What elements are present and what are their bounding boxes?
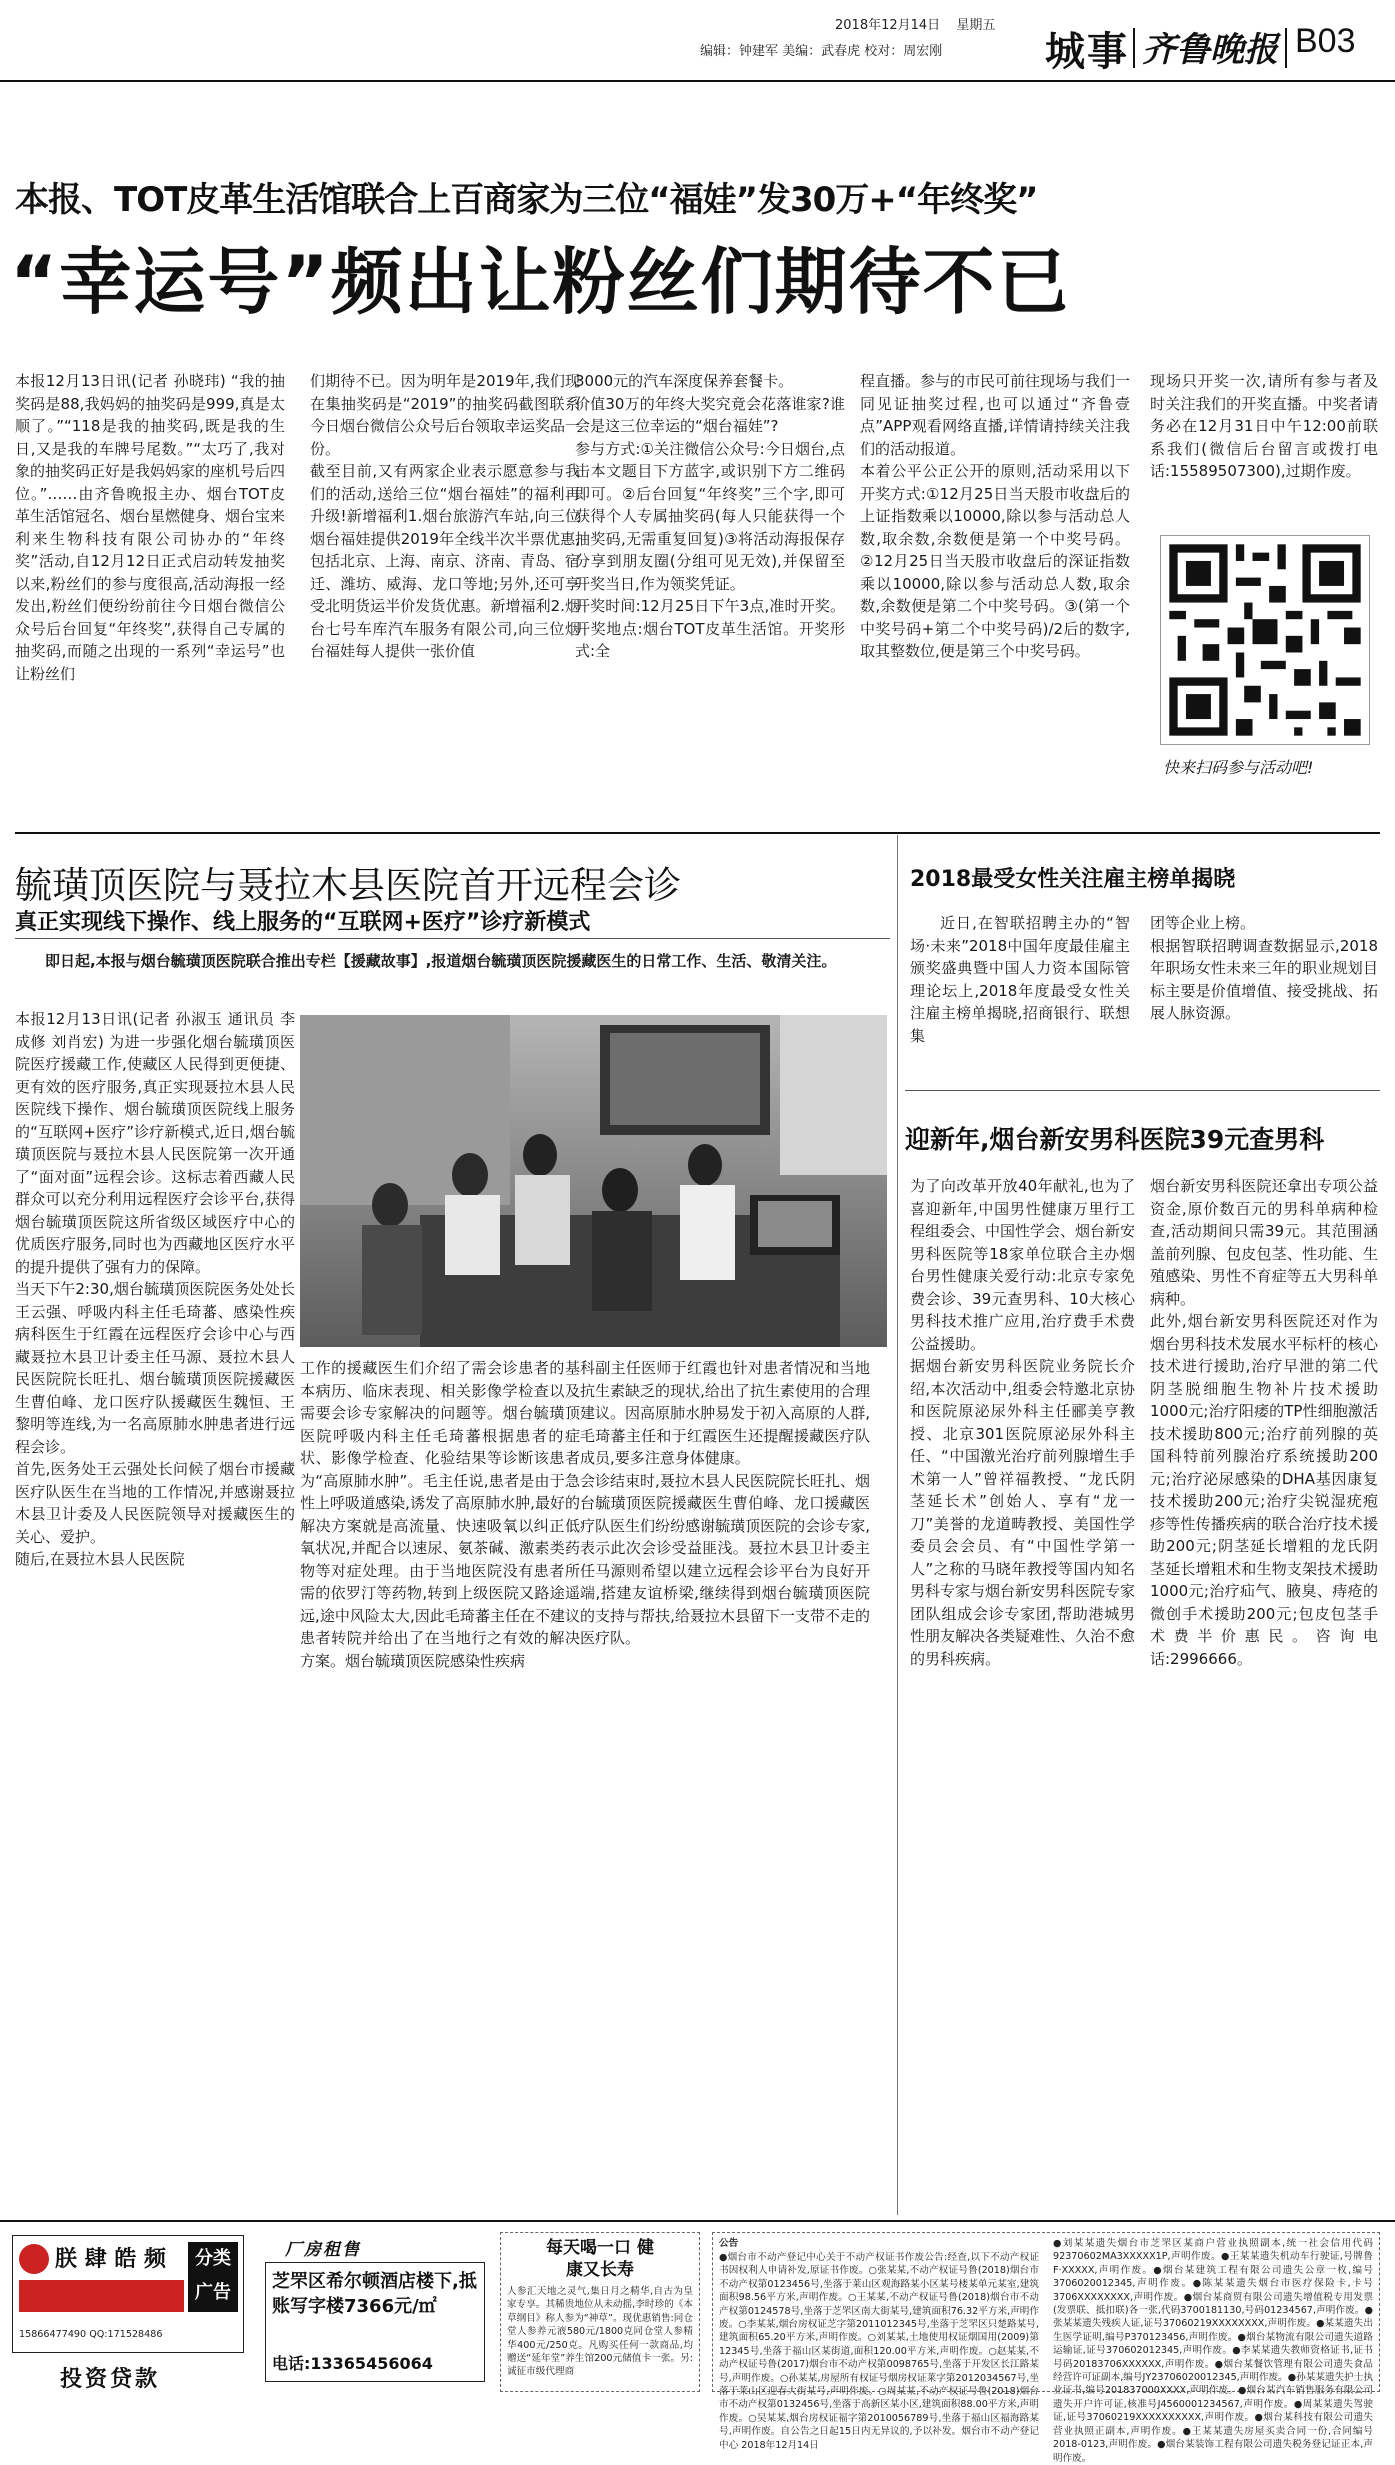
ad-brand-redbar (19, 2280, 184, 2312)
hospital-column-3: 科副主任医师于红霞也针对患者情况和当地抗生素缺乏的现状,给出了抗生素使用的合理建议。因高原肺水肿易发于初入高原的人群,毛琦蕃主任和于红霞医生还提醒援藏医疗队成员,要多注意身体健康。 会诊结束时,聂拉木县人民医院院长旺扎、烟台毓璜顶医院援藏医生曹伯峰、龙口援藏医疗队医生们纷纷感谢毓璜顶医院的会诊专家,表示此次会诊受益匪浅。聂拉木县卫计委主任马源则希望以建立远程会诊平台为良好开端,搭建友谊桥梁,继续得到烟台毓璜顶医院的支持与帮扶,给聂拉木县留下一支带不走的医疗队。 (580, 1359, 870, 1647)
drink-body: 人参汇天地之灵气,集日月之精华,自古为皇家专享。其稀贵地位从未动摇,李时珍的《本草纲目》称人参为“神草”。现优惠销售:同仓堂人参养元液580元/1800克同仓堂人参精华400元/250克。凡购买任何一款商品,均赠送“延年堂”养生馆200元储值卡一张。另:诚征市级代理商 (507, 2286, 693, 2378)
lead-column-2: 们期待不已。因为明年是2019年,我们现在集抽奖码是“2019”的抽奖码截图联系今日烟台微信公众号后台领取幸运奖品一份。 截至目前,又有两家企业表示愿意参与我们的活动,送给三位“烟台福娃”的福利再升级!新增福利1.烟台旅游汽车站,向三位烟台福娃提供2019年全线半次半票优惠,包括北京、上海、南京、济南、青岛、宿迁、潍坊、威海、龙口等地;另外,还可享受北明货运半价发货优惠。新增福利2.烟台七号车库汽车服务有限公司,向三位烟台福娃每人提供一张价值 (310, 372, 581, 660)
credits: 编辑：钟建军 美编：武春虎 校对：周宏刚 (700, 44, 943, 59)
employer-bottom-rule (905, 1090, 1380, 1091)
hospital-headline: 毓璜顶医院与聂拉木县医院首开远程会诊 (15, 864, 681, 907)
masthead-rule (0, 80, 1395, 82)
lead-headline: “幸运号”频出让粉丝们期待不已 (10, 240, 1071, 324)
qr-code-icon (1161, 536, 1369, 744)
lead-column-1: 本报12月13日讯(记者 孙晓玮) “我的抽奖码是88,我妈妈的抽奖码是999,真是太顺了。”“118是我的抽奖码,既是我的生日,又是我的车牌号尾数。”“太巧了,我对象的抽奖码正好是我妈妈家的座机号后四位。”……由齐鲁晚报主办、烟台TOT皮革生活馆冠名、烟台星燃健身、烟台宝来利来生物科技有限公司协办的“年终奖”活动,自12月12日正式启动转发抽奖以来,粉丝们的参与度很高,活动海报一经发出,粉丝们便纷纷前往今日烟台微信公众号后台回复“年终奖”,获得自己专属的抽奖码,而随之出现的一系列“幸运号”也让粉丝们 (15, 372, 286, 683)
lead-kicker: 本报、TOT皮革生活馆联合上百商家为三位“福娃”发30万+“年终奖” (15, 180, 1038, 220)
lead-column-5: 现场只开奖一次,请所有参与者及时关注我们的开奖直播。中奖者请务必在12月31日中午12:00前联系我们(微信后台留言或拨打电话:15589507300),过期作废。 (1150, 372, 1378, 480)
hospital-intro: 即日起,本报与烟台毓璜顶医院联合推出专栏【援藏故事】,报道烟台毓璜顶医院援藏医生的日常工作、生活、敬清关注。 (45, 952, 837, 970)
legal-notices (712, 2232, 1380, 2464)
classified-top-rule (0, 2220, 1395, 2222)
office-title: 芝罘区希尔顿酒店楼下,抵账写字楼7366元/㎡ (272, 2271, 477, 2317)
clinic-column-2: 烟台新安男科医院还拿出专项公益资金,原价数百元的男科单病种检查,活动期间只需39元。其范围涵盖前列腺、包皮包茎、性功能、生殖感染、男性不育症等五大男科单病种。 此外,烟台新安男科医院还对作为烟台男科技术发展水平标杆的核心技术进行援助,治疗早泄的第二代阴茎脱细胞生物补片技术援助1000元;治疗阳痿的TP性细胞激活技术援助800元;治疗前列腺的英国科特前列腺治疗系统援助200元;治疗泌尿感染的DHA基因康复技术援助200元;治疗尖锐湿疣疱疹等性传播疾病的联合治疗技术援助200元;阴茎延长增粗的龙氏阴茎延长增粗术和生物支架技术援助1000元;治疗疝气、腋臭、痔疮的微创手术援助200元;包皮包茎手术费半价惠民。咨询电话:2996666。 (1150, 1177, 1378, 1668)
office-phone: 电话:13365456064 (272, 2354, 433, 2373)
legal-column-2: ●刘某某遗失烟台市芝罘区某商户营业执照副本,统一社会信用代码92370602MA3XXXXX1P,声明作废。●王某某遗失机动车行驶证,号牌鲁F·XXXXX,声明作废。●烟台某建筑工程有限公司遗失公章一枚,编号3706020012345,声明作废。●陈某某遗失烟台市医疗保险卡,卡号3706XXXXXXXX,声明作废。●烟台某商贸有限公司遗失增值税专用发票(发票联、抵扣联)各一张,代码3700181130,号码01234567,声明作废。●张某某遗失残疾人证,证号37060219XXXXXXXX,声明作废。●某某遗失出生医学证明,编号P370123456,声明作废。●烟台某物流有限公司遗失道路运输证,证号370602012345,声明作废。●李某某遗失教师资格证书,证书号码20183706XXXXXX,声明作废。●烟台某餐饮管理有限公司遗失食品经营许可证副本,编号JY23706020012345,声明作废。●孙某某遗失护士执业证书,编号201837000XXXX,声明作废。●烟台某汽车销售服务有限公司遗失开户许可证,核准号J4560001234567,声明作废。●周某某遗失驾驶证,证号37060219XXXXXXXXXX,声明作废。●烟台某科技有限公司遗失营业执照正副本,声明作废。●王某某遗失房屋买卖合同一份,合同编号2018-0123,声明作废。●烟台某装饰工程有限公司遗失税务登记证正本,声明作废。 (1053, 2238, 1373, 2464)
legal-head: 公告 (719, 2238, 739, 2249)
lead-right-divider (897, 835, 898, 2215)
clinic-column-1: 为了向改革开放40年献礼,也为了喜迎新年,中国男性健康万里行工程组委会、中国性学会、烟台新安男科医院等18家单位联合主办烟台男性健康关爱行动:北京专家免费会诊、39元查男科、10大核心男科技术推广应用,治疗费手术费公益援助。 据烟台新安男科医院业务院长介绍,本次活动中,组委会特邀北京协和医院原泌尿外科主任郦美亨教授、北京301医院原泌尿外科主任、“中国激光治疗前列腺增生手术第一人”曾祥福教授、“龙氏阴茎延长术”创始人、享有“龙一刀”美誉的龙道畴教授、美国性学委员会会员、有“中国性学第一人”之称的马晓年教授等国内知名男科专家与烟台新安男科医院专家团队组成会诊专家团,帮助港城男性朋友解决各类疑难性、久治不愈的男科疾病。 (910, 1177, 1136, 1668)
page-number: B03 (1295, 22, 1356, 60)
section-name: 城事 (1045, 28, 1129, 75)
qr-code[interactable] (1160, 535, 1370, 745)
hospital-subhead-rule (15, 938, 890, 939)
employer-column-1: 近日,在智联招聘主办的“智场·未来”2018中国年度最佳雇主颁奖盛典暨中国人力资本国际管理论坛上,2018年度最受女性关注雇主榜单揭晓,招商银行、联想集 (910, 914, 1130, 1045)
consultation-photo-image (300, 1015, 887, 1347)
brand-logo-icon (19, 2244, 49, 2274)
hospital-column-2: 工作的援藏医生们介绍了需会诊患者的基本病历、临床表现、相关影像学检查以及需要会诊专家解决的问题等。烟台毓璜顶医院呼吸内科主任毛琦蕃根据患者的症状、影像学检查、化验结果等诊断该患者为“高原肺水肿”。毛主任说,患者是由于急性上呼吸道感染,诱发了高原肺水肿,最好的解决方案就是高流量、快速吸氧以纠正低氧状况,并配合以速尿、氨茶碱、激素类药物等对症处理。由于当地医院没有患者所需的依罗汀等药物,转到上级医院又路途遥远,途中风险太大,因此毛琦蕃主任在不建议患者转院并给出了在当地行之有效的解决方案。烟台毓璜顶医院感染性疾病 (300, 1359, 580, 1670)
ad-brand-phone: 15866477490 QQ:171528486 (19, 2329, 163, 2340)
classified-ad-drink[interactable] (500, 2232, 700, 2392)
legal-column-1: ●烟台市不动产登记中心关于不动产权证书作废公告:经查,以下不动产权证书因权利人申请补发,原证书作废。○张某某,不动产权证号鲁(2018)烟台市不动产权第0123456号,坐落于莱山区观海路某小区某号楼某单元某室,建筑面积98.56平方米,声明作废。○王某某,不动产权证号鲁(2018)烟台市不动产权第0124578号,坐落于芝罘区南大街某号,建筑面积76.32平方米,声明作废。○李某某,烟台房权证芝字第2011012345号,坐落于芝罘区只楚路某号,建筑面积65.20平方米,声明作废。○刘某某,土地使用权证烟国用(2009)第12345号,坐落于福山区某街道,面积120.00平方米,声明作废。○赵某某,不动产权证号鲁(2017)烟台市不动产权第0098765号,坐落于开发区长江路某号,声明作废。○孙某某,房屋所有权证号烟房权证莱字第2012034567号,坐落于莱山区迎春大街某号,声明作废。○周某某,不动产权证号鲁(2018)烟台市不动产权第0132456号,坐落于高新区某小区,建筑面积88.00平方米,声明作废。○吴某某,烟台房权证福字第2010056789号,坐落于福山区福海路某号,声明作废。自公告之日起15日内无异议的,予以补发。烟台市不动产登记中心 2018年12月14日 (719, 2252, 1039, 2451)
employer-headline: 2018最受女性关注雇主榜单揭晓 (910, 867, 1236, 892)
hospital-column-1: 本报12月13日讯(记者 孙淑玉 通讯员 李成修 刘肖宏) 为进一步强化烟台毓璜顶医院医疗援藏工作,使藏区人民得到更便捷、更有效的医疗服务,真正实现聂拉木县人民医院线下操作、烟台毓璜顶医院线上服务的“互联网+医疗”诊疗新模式,近日,烟台毓璜顶医院与聂拉木县人民医院第一次开通了“面对面”远程会诊。这标志着西藏人民群众可以充分利用远程医疗会诊平台,获得烟台毓璜顶医院这所省级区域医疗中心的优质医疗服务,同时也为西藏地区医疗水平的提升提供了强有力的保障。 当天下午2:30,烟台毓璜顶医院医务处处长王云强、呼吸内科主任毛琦蕃、感染性疾病科医生于红霞在远程医疗会诊中心与西藏聂拉木县卫计委主任马源、聂拉木县人民医院院长旺扎、烟台毓璜顶医院援藏医生曹伯峰、龙口医疗队援藏医生魏恒、王黎明等连线,为一名高原肺水肿患者进行远程会诊。 首先,医务处王云强处长问候了烟台市援藏医疗队医生在当地的工作情况,并感谢聂拉木县卫计委及人民医院领导对援藏医生的关心、爱护。 随后,在聂拉木县人民医院 (15, 1010, 295, 1568)
masthead-divider-2 (1285, 28, 1287, 68)
employer-column-2: 团等企业上榜。 根据智联招聘调查数据显示,2018年职场女性未来三年的职业规划目标主要是价值增值、接受挑战、拓展人脉资源。 (1150, 914, 1378, 1022)
classified-ad-brand[interactable] (12, 2235, 244, 2353)
ad-brand-title: 朕 肆 皓 频 (55, 2247, 166, 2272)
ad-brand-tag: 分类广告 (188, 2242, 238, 2312)
lead-bottom-rule (15, 832, 1380, 834)
weekday: 星期五 (956, 18, 996, 33)
masthead-divider (1133, 28, 1135, 68)
date: 2018年12月14日 (835, 18, 941, 33)
hospital-subhead: 真正实现线下操作、线上服务的“互联网+医疗”诊疗新模式 (15, 910, 591, 935)
lead-column-4: 程直播。参与的市民可前往现场与我们一同见证抽奖过程,也可以通过“齐鲁壹点”APP观看网络直播,详情请持续关注我们的活动报道。 本着公平公正公开的原则,活动采用以下开奖方式:①12月25日当天股市收盘后的上证指数乘以10000,除以参与活动总人数,取余数,余数便是第一个中奖号码。②12月25日当天股市收盘后的深证指数乘以10000,除以参与活动总人数,取余数,余数便是第二个中奖号码。③(第一个中奖号码+第二个中奖号码)/2后的数字,取其整数位,便是第三个中奖号码。 (860, 372, 1131, 660)
qr-caption: 快来扫码参与活动吧! (1163, 758, 1314, 777)
paper-logo: 齐鲁晚报 (1142, 30, 1278, 70)
classified-ad-office[interactable] (265, 2262, 485, 2382)
issue-date (835, 18, 995, 33)
drink-title: 每天喝一口 健康又长寿 (546, 2238, 654, 2280)
clinic-headline: 迎新年,烟台新安男科医院39元查男科 (905, 1125, 1325, 1154)
invest-section-title: 投资贷款 (60, 2367, 161, 2392)
consultation-photo (300, 1015, 887, 1347)
lead-column-3: 3000元的汽车深度保养套餐卡。 价值30万的年终大奖究竟会花落谁家?谁会是这三位幸运的“烟台福娃”? 参与方式:①关注微信公众号:今日烟台,点击本文题目下方蓝字,或识别下方二维码即可。②后台回复“年终奖”三个字,即可获得个人专属抽奖码(每人只能获得一个抽奖码,无需重复回复)③将活动海报保存分享到朋友圈(分组可见无效),并保留至开奖当日,作为领奖凭证。 开奖时间:12月25日下午3点,准时开奖。开奖地点:烟台TOT皮革生活馆。开奖形式:全 (575, 372, 845, 660)
office-section-head: 厂房租售 (285, 2240, 361, 2260)
